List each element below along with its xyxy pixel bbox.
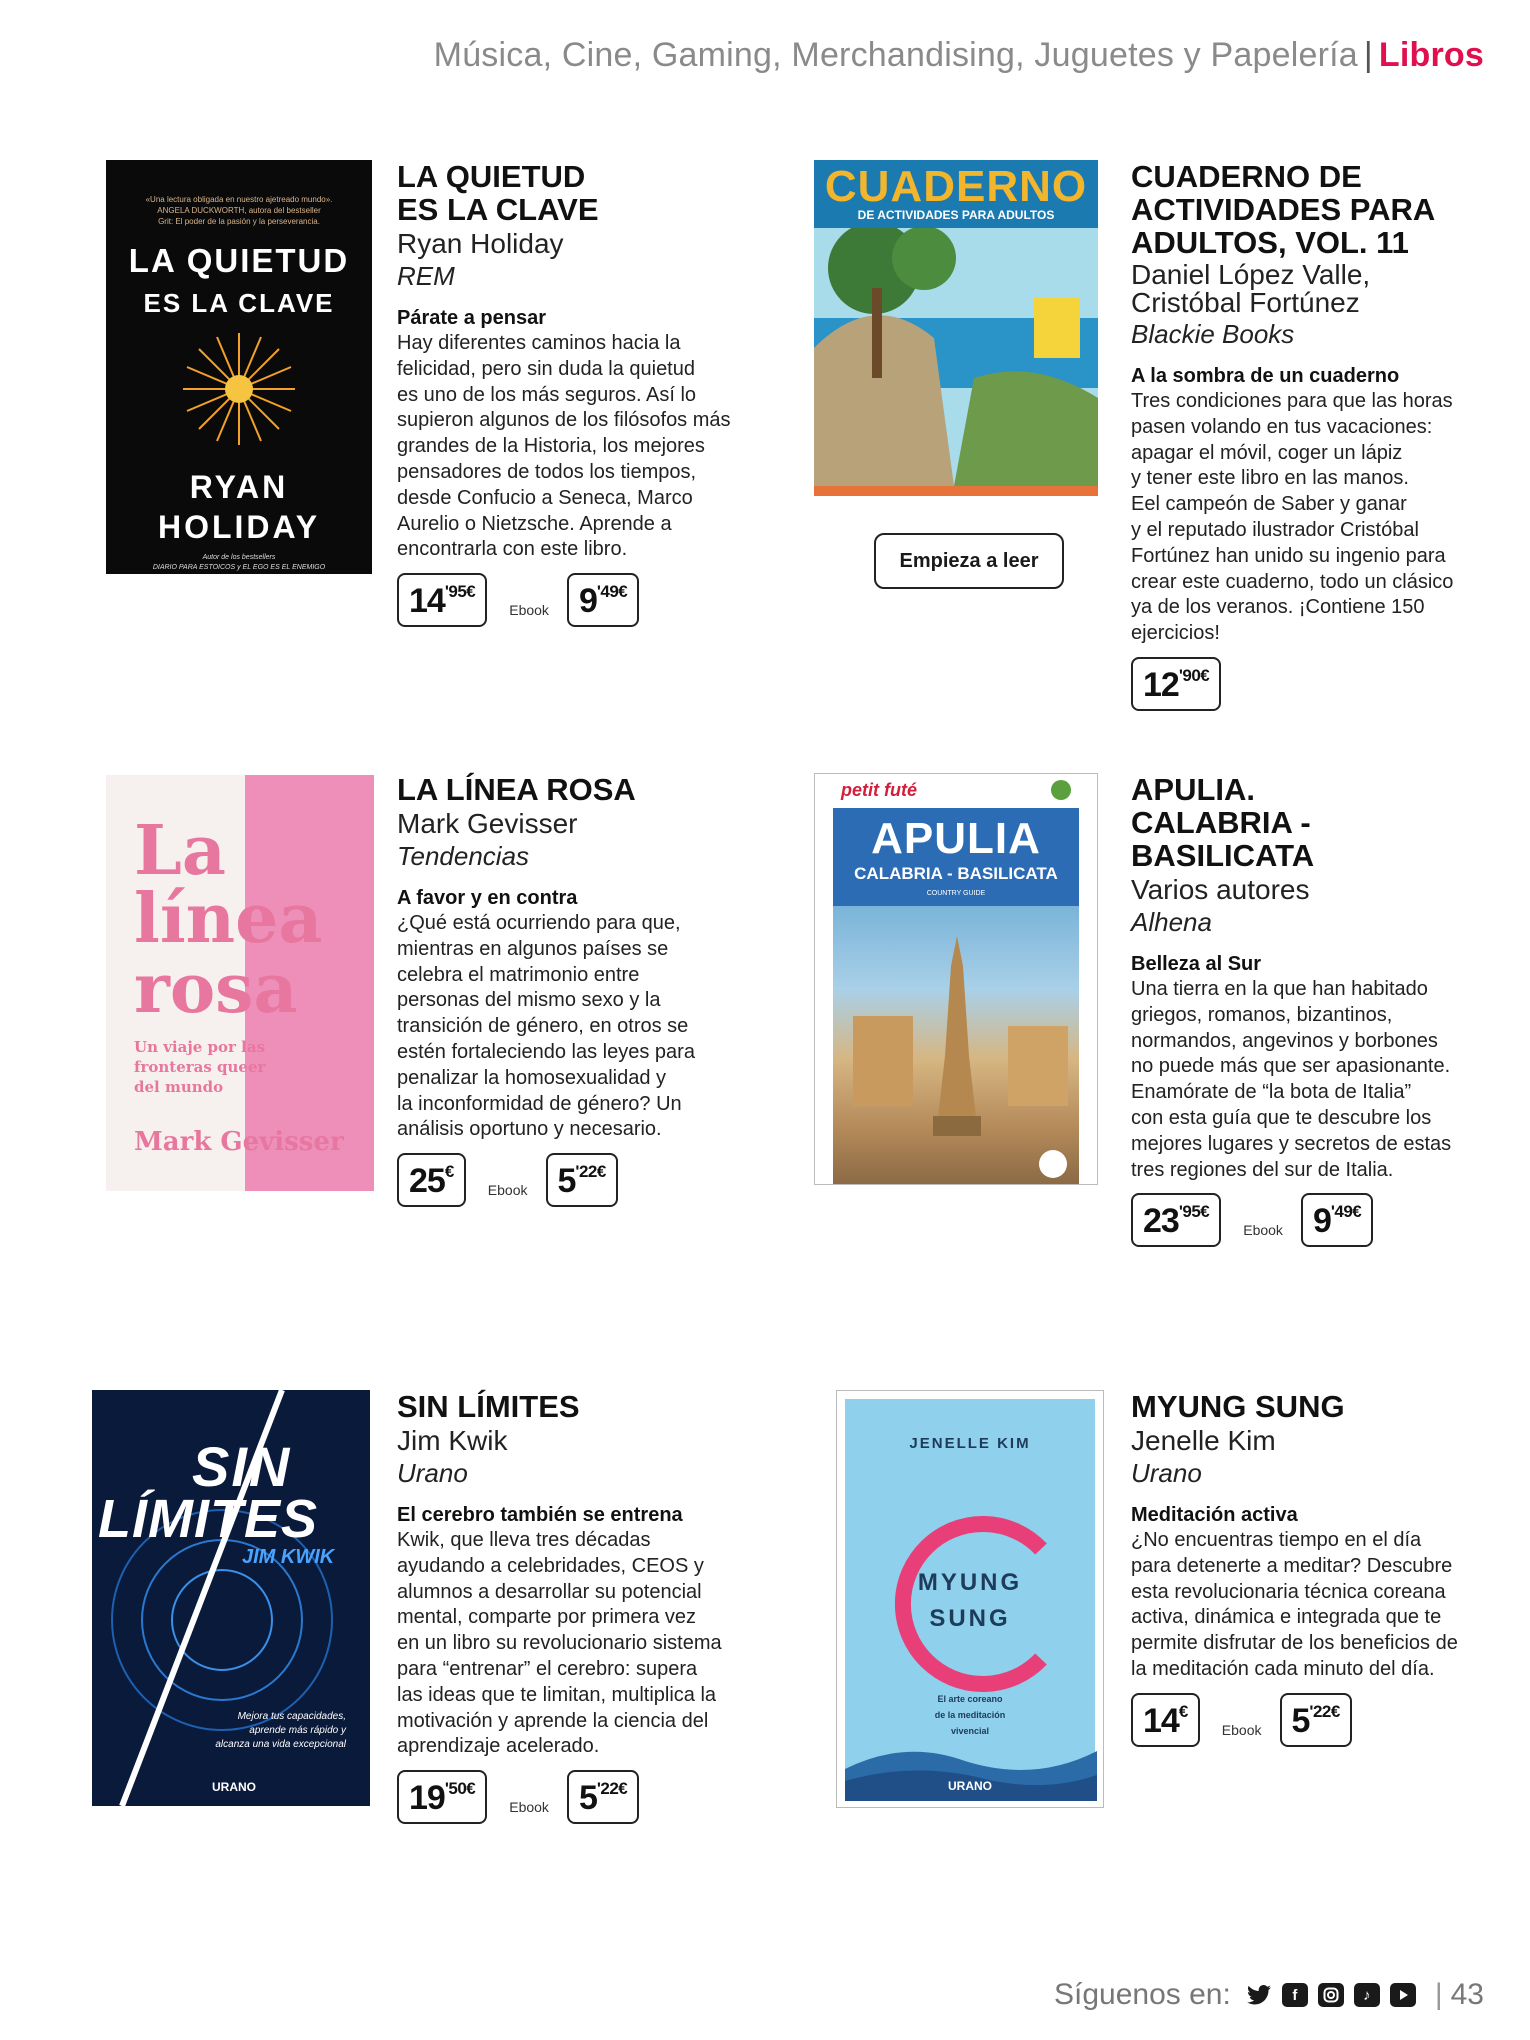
cover-title: LA QUIETUD ES LA CLAVE	[128, 242, 350, 318]
cover-tagline: Mejora tus capacidades, aprende más rápido y alcanza una vida excepcional	[215, 1711, 346, 1750]
page-header	[434, 36, 1484, 75]
book-author: Ryan Holiday	[397, 228, 564, 259]
cover-tag: COUNTRY GUIDE	[926, 890, 986, 897]
book-description: Una tierra en la que han habitado griegos, romanos, bizantinos, normandos, angevinos y borbones no puede más que ser apasionante. Enamórate de “la bota de Italia” con esta guía que te descubre los mejores lugares y secretos de estas tres regiones del sur de Italia.	[1131, 978, 1452, 1181]
price-tag: 14 '95€	[397, 573, 487, 627]
ebook-label: Ebook	[509, 602, 549, 619]
cover-inner	[845, 1399, 1095, 1799]
cover-author: JENELLE KIM	[909, 1435, 1031, 1452]
cover-title: MYUNG SUNG	[917, 1569, 1023, 1632]
cover-brand: petit futé	[841, 780, 917, 800]
book-cover-sin-limites[interactable]	[92, 1390, 370, 1806]
price-row	[397, 1153, 767, 1207]
book-publisher: REM	[397, 261, 455, 291]
cover-title-block	[833, 808, 1079, 906]
header-section[interactable]: Libros	[1378, 36, 1484, 74]
footer-separator: |	[1434, 1978, 1443, 2011]
book-info-cuaderno	[1131, 160, 1501, 711]
cover-title-line2: LÍMITES	[98, 1489, 318, 1549]
cover-illustration	[814, 228, 1098, 486]
book-publisher: Tendencias	[397, 841, 530, 871]
ebook-price-tag: 9 '49€	[567, 573, 639, 627]
ebook-price-tag: 5 '22€	[567, 1770, 639, 1824]
cover-footer-strip	[814, 486, 1098, 496]
cover-title-line1: La	[134, 811, 226, 891]
book-subtitle: El cerebro también se entrena	[397, 1504, 683, 1526]
price-row	[397, 1770, 767, 1824]
price-row	[1131, 657, 1501, 711]
cover-author: Mark Gevisser	[134, 1127, 344, 1157]
book-title[interactable]: APULIA. CALABRIA - BASILICATA	[1131, 772, 1315, 873]
cover-title-line2: línea	[134, 879, 323, 959]
book-subtitle: Belleza al Sur	[1131, 953, 1262, 975]
cover-subtitle: CALABRIA - BASILICATA	[854, 864, 1058, 883]
book-info-myung-sung	[1131, 1390, 1511, 1747]
ebook-label: Ebook	[509, 1799, 549, 1816]
start-reading-button[interactable]: Empieza a leer	[874, 533, 1064, 589]
book-description: Tres condiciones para que las horas pasen volando en tus vacaciones: apagar el móvil, coger un lápiz y tener este libro en las manos. Eel campeón de Saber y ganar y el reputado ilustrador Cristóbal Fortúnez han unido su ingenio para crear este cuaderno, todo un clásico ya de los veranos. ¡Contiene 150 ejercicios!	[1131, 390, 1454, 645]
book-description: ¿Qué está ocurriendo para que, mientras en algunos países se celebra el matrimonio entre personas del mismo sexo y la transición de género, en otros se estén fortaleciendo las leyes para penalizar la homosexualidad y la inconformidad de género? Un análisis oportuno y necesario.	[397, 912, 695, 1141]
book-author: Mark Gevisser	[397, 808, 578, 839]
book-title[interactable]: LA QUIETUD ES LA CLAVE	[397, 159, 599, 227]
cover-title: APULIA	[871, 814, 1041, 863]
book-cover-la-quietud[interactable]	[106, 160, 372, 574]
book-info-sin-limites	[397, 1390, 767, 1824]
header-categories: Música, Cine, Gaming, Merchandising, Juguetes y Papelería	[433, 36, 1358, 74]
book-author: Varios autores	[1131, 874, 1310, 905]
ebook-label: Ebook	[1243, 1222, 1283, 1239]
cover-title-line1: SIN	[192, 1435, 292, 1498]
cover-subtitle: DE ACTIVIDADES PARA ADULTOS	[857, 208, 1055, 222]
book-title[interactable]: LA LÍNEA ROSA	[397, 772, 636, 807]
follow-us-label: Síguenos en:	[1054, 1978, 1231, 2011]
page-number: 43	[1450, 1978, 1484, 2011]
sun-burst-icon	[179, 329, 299, 449]
price-tag: 25 €	[397, 1153, 466, 1207]
ebook-price-tag: 9 '49€	[1301, 1193, 1373, 1247]
book-description: Hay diferentes caminos hacia la felicidad, pero sin duda la quietud es uno de los más seguros. Así lo supieron algunos de los filósofos más grandes de la Historia, los mejores pensadores de todos los tiempos, desde Confucio a Seneca, Marco Aurelio o Nietzsche. Aprende a encontrarla con este libro.	[397, 332, 731, 561]
price-tag: 19 '50€	[397, 1770, 487, 1824]
cover-author: JIM KWIK	[242, 1546, 335, 1568]
ebook-price-tag: 5 '22€	[1280, 1693, 1352, 1747]
ebook-label: Ebook	[487, 1182, 528, 1199]
cover-title: CUADERNO	[824, 162, 1088, 211]
header-separator: |	[1363, 36, 1373, 74]
book-cover-apulia[interactable]	[814, 773, 1098, 1185]
ebook-label: Ebook	[1221, 1721, 1262, 1738]
twitter-icon[interactable]	[1246, 1983, 1272, 2007]
youtube-icon[interactable]	[1390, 1983, 1416, 2007]
cover-title-line3: rosa	[134, 949, 298, 1029]
book-cover-cuaderno[interactable]	[814, 160, 1098, 496]
price-tag: 12 '90€	[1131, 657, 1221, 711]
price-row	[397, 573, 767, 627]
page-footer	[1054, 1978, 1484, 2012]
ebook-price-tag: 5 '22€	[546, 1153, 618, 1207]
book-author: Jim Kwik	[397, 1425, 508, 1456]
price-row	[1131, 1693, 1511, 1747]
price-tag: 14 €	[1131, 1693, 1200, 1747]
book-title[interactable]: SIN LÍMITES	[397, 1389, 580, 1424]
book-description: ¿No encuentras tiempo en el día para detenerte a meditar? Descubre esta revolucionaria técnica coreana activa, dinámica e integrada que te permite disfrutar de los beneficios de la meditación cada minuto del día.	[1131, 1529, 1458, 1680]
book-subtitle: Meditación activa	[1131, 1504, 1298, 1526]
book-publisher: Alhena	[1131, 907, 1212, 937]
book-author: Daniel López Valle, Cristóbal Fortúnez	[1131, 259, 1371, 318]
book-cover-myung-sung[interactable]	[836, 1390, 1104, 1808]
price-row	[1131, 1193, 1501, 1247]
cover-publisher: URANO	[948, 1779, 992, 1793]
book-title[interactable]: CUADERNO DE ACTIVIDADES PARA ADULTOS, VOL. 11	[1131, 159, 1436, 260]
book-subtitle: A favor y en contra	[397, 887, 578, 909]
cover-small-text: Autor de los bestsellers DIARIO PARA ESTOICOS y EL EGO ES EL ENEMIGO	[152, 554, 326, 571]
instagram-icon[interactable]	[1318, 1983, 1344, 2007]
cover-photo	[833, 906, 1079, 1184]
book-subtitle: Párate a pensar	[397, 307, 546, 329]
book-title[interactable]: MYUNG SUNG	[1131, 1389, 1345, 1424]
cover-quote: «Una lectura obligada en nuestro ajetreado mundo». ANGELA DUCKWORTH, autora del bestseller Grit: El poder de la pasión y la perseverancia.	[145, 195, 333, 226]
book-publisher: Urano	[1131, 1458, 1202, 1488]
book-description: Kwik, que lleva tres décadas ayudando a celebridades, CEOS y alumnos a desarrollar su potencial mental, comparte por primera vez en un libro su revolucionario sistema para “entrenar” el cerebro: supera las ideas que te limitan, multiplica la motivación y aprende la ciencia del aprendizaje acelerado.	[397, 1529, 722, 1758]
book-publisher: Urano	[397, 1458, 468, 1488]
book-info-la-linea-rosa	[397, 773, 767, 1207]
book-subtitle: A la sombra de un cuaderno	[1131, 365, 1400, 387]
cover-subtitle: Un viaje por las fronteras queer del mundo	[134, 1038, 266, 1096]
facebook-icon[interactable]: f	[1282, 1983, 1308, 2007]
book-cover-la-linea-rosa[interactable]	[106, 775, 374, 1191]
cover-author: RYAN HOLIDAY	[157, 469, 321, 545]
price-tag: 23 '95€	[1131, 1193, 1221, 1247]
book-info-la-quietud	[397, 160, 767, 627]
book-info-apulia	[1131, 773, 1501, 1247]
cover-brand-bar	[815, 774, 1097, 808]
book-author: Jenelle Kim	[1131, 1425, 1276, 1456]
cover-subtitle: El arte coreano de la meditación vivencial	[934, 1694, 1006, 1736]
cover-publisher: URANO	[212, 1780, 256, 1794]
book-publisher: Blackie Books	[1131, 319, 1295, 349]
leaf-icon	[1051, 780, 1071, 800]
tiktok-icon[interactable]: ♪	[1354, 1983, 1380, 2007]
